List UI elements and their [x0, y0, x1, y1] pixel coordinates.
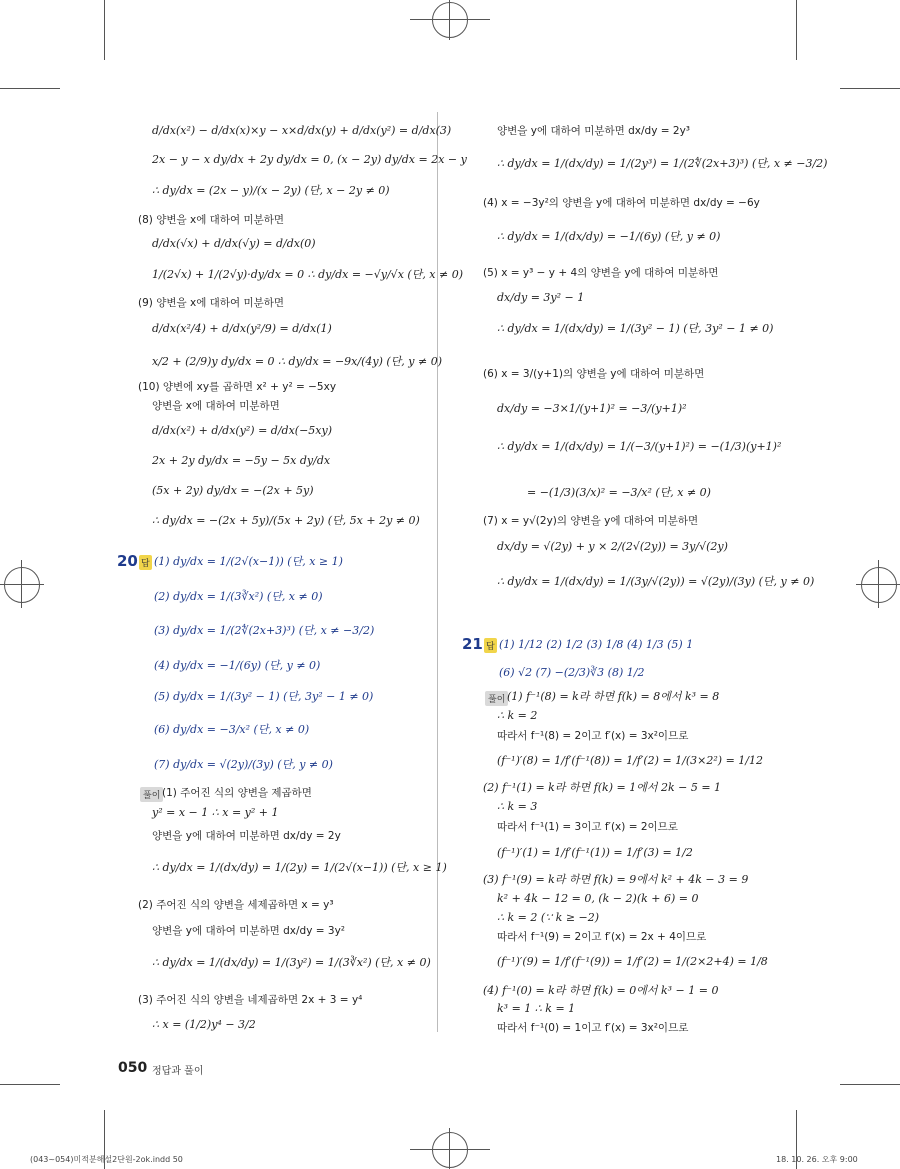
section-title: 정답과 풀이: [152, 1066, 204, 1077]
answer-badge: 답: [139, 555, 152, 570]
problem-number: 21: [462, 635, 483, 653]
step-heading: (3) 주어진 식의 양변을 네제곱하면 2x + 3 = y⁴: [138, 994, 363, 1006]
math-line: (1) f⁻¹(8) = k라 하면 f(k) = 8에서 k³ = 8: [507, 690, 720, 703]
math-line: (3) f⁻¹(9) = k라 하면 f(k) = 9에서 k² + 4k − 3 = 9: [483, 873, 749, 886]
math-line: (2) f⁻¹(1) = k라 하면 f(k) = 1에서 2k − 5 = 1: [483, 781, 722, 794]
math-line: dx/dy = 3y² − 1: [497, 291, 585, 304]
math-line: 2x − y − x dy/dx + 2y dy/dx = 0, (x − 2y) dy/dx = 2x − y: [152, 153, 467, 166]
math-line: ∴ x = (1/2)y⁴ − 3/2: [152, 1018, 256, 1031]
step-heading: (5) x = y³ − y + 4의 양변을 y에 대하여 미분하면: [483, 267, 719, 279]
math-line: (f⁻¹)′(9) = 1/f′(f⁻¹(9)) = 1/f′(2) = 1/(2×2+4) = 1/8: [497, 955, 768, 968]
registration-mark: [861, 567, 897, 603]
answer-item: (6) dy/dx = −3/x² (단, x ≠ 0): [154, 723, 310, 736]
registration-cross: [0, 584, 44, 585]
registration-cross: [21, 560, 22, 608]
text-line: 양변을 y에 대하여 미분하면 dx/dy = 2y³: [497, 125, 691, 137]
crop-mark: [0, 1084, 60, 1085]
answer-item: (3) dy/dx = 1/(2∜(2x+3)³) (단, x ≠ −3/2): [154, 624, 375, 637]
page-number: 050: [118, 1060, 148, 1076]
answer-item: (5) dy/dx = 1/(3y² − 1) (단, 3y² − 1 ≠ 0): [154, 690, 374, 703]
math-line: 1/(2√x) + 1/(2√y)·dy/dx = 0 ∴ dy/dx = −√y/√x (단, x ≠ 0): [152, 268, 464, 281]
math-line: d/dx(√x) + d/dx(√y) = d/dx(0): [152, 237, 316, 250]
crop-mark: [840, 88, 900, 89]
answer-badge: 답: [484, 638, 497, 653]
math-line: d/dx(x²) − d/dx(x)×y − x×d/dx(y) + d/dx(y²) = d/dx(3): [152, 124, 452, 137]
math-line: k³ = 1 ∴ k = 1: [497, 1002, 576, 1015]
math-line: ∴ dy/dx = 1/(dx/dy) = 1/(2y) = 1/(2√(x−1)) (단, x ≥ 1): [152, 861, 447, 874]
print-slug-date: 18. 10. 26. 오후 9:00: [776, 1155, 858, 1164]
registration-mark: [432, 1132, 468, 1168]
print-slug-file: (043~054)미적분해설2단원-2ok.indd 50: [30, 1155, 183, 1164]
crop-mark: [840, 1084, 900, 1085]
answer-item: (6) √2 (7) −(2/3)∛3 (8) 1/2: [499, 666, 645, 679]
math-line: d/dx(x²/4) + d/dx(y²/9) = d/dx(1): [152, 322, 332, 335]
step-heading: (8) 양변을 x에 대하여 미분하면: [138, 214, 285, 226]
step-heading: (1) 주어진 식의 양변을 제곱하면: [162, 787, 312, 799]
math-line: d/dx(x²) + d/dx(y²) = d/dx(−5xy): [152, 424, 333, 437]
math-line: = −(1/3)(3/x)² = −3/x² (단, x ≠ 0): [527, 486, 711, 499]
answer-item: (4) dy/dx = −1/(6y) (단, y ≠ 0): [154, 659, 321, 672]
step-heading: (7) x = y√(2y)의 양변을 y에 대하여 미분하면: [483, 515, 699, 527]
step-heading: (4) x = −3y²의 양변을 y에 대하여 미분하면 dx/dy = −6y: [483, 197, 760, 209]
solution-badge: 풀이: [140, 787, 163, 802]
text-line: 따라서 f⁻¹(8) = 2이고 f′(x) = 3x²이므로: [497, 730, 689, 742]
solution-badge: 풀이: [485, 691, 508, 706]
math-line: ∴ dy/dx = 1/(dx/dy) = −1/(6y) (단, y ≠ 0): [497, 230, 721, 243]
registration-cross: [449, 0, 450, 40]
math-line: dx/dy = −3×1/(y+1)² = −3/(y+1)²: [497, 402, 687, 415]
registration-cross: [410, 1149, 490, 1150]
registration-mark: [432, 2, 468, 38]
text-line: 양변을 x에 대하여 미분하면: [152, 400, 280, 412]
math-line: ∴ dy/dx = (2x − y)/(x − 2y) (단, x − 2y ≠ 0): [152, 184, 390, 197]
crop-mark: [796, 0, 797, 60]
math-line: dx/dy = √(2y) + y × 2/(2√(2y)) = 3y/√(2y): [497, 540, 728, 553]
step-heading: (10) 양변에 xy를 곱하면 x² + y² = −5xy: [138, 381, 337, 393]
crop-mark: [104, 0, 105, 60]
text-line: 양변을 y에 대하여 미분하면 dx/dy = 3y²: [152, 925, 346, 937]
crop-mark: [0, 88, 60, 89]
math-line: ∴ dy/dx = 1/(dx/dy) = 1/(3y²) = 1/(3∛x²) (단, x ≠ 0): [152, 956, 431, 969]
math-line: (5x + 2y) dy/dx = −(2x + 5y): [152, 484, 314, 497]
math-line: ∴ dy/dx = 1/(dx/dy) = 1/(3y² − 1) (단, 3y² − 1 ≠ 0): [497, 322, 774, 335]
step-heading: (9) 양변을 x에 대하여 미분하면: [138, 297, 285, 309]
problem-number: 20: [117, 552, 138, 570]
math-line: ∴ k = 3: [497, 800, 538, 813]
math-line: ∴ k = 2: [497, 709, 538, 722]
answer-item: (1) 1/12 (2) 1/2 (3) 1/8 (4) 1/3 (5) 1: [499, 638, 694, 651]
registration-mark: [4, 567, 40, 603]
answer-item: (2) dy/dx = 1/(3∛x²) (단, x ≠ 0): [154, 590, 323, 603]
registration-cross: [449, 1128, 450, 1169]
math-line: ∴ dy/dx = −(2x + 5y)/(5x + 2y) (단, 5x + 2y ≠ 0): [152, 514, 420, 527]
math-line: y² = x − 1 ∴ x = y² + 1: [152, 806, 279, 819]
step-heading: (2) 주어진 식의 양변을 세제곱하면 x = y³: [138, 899, 334, 911]
registration-cross: [410, 19, 490, 20]
math-line: ∴ k = 2 (∵ k ≥ −2): [497, 911, 600, 924]
math-line: (f⁻¹)′(8) = 1/f′(f⁻¹(8)) = 1/f′(2) = 1/(3×2²) = 1/12: [497, 754, 763, 767]
math-line: ∴ dy/dx = 1/(dx/dy) = 1/(2y³) = 1/(2∜(2x+3)³) (단, x ≠ −3/2): [497, 157, 828, 170]
text-line: 따라서 f⁻¹(1) = 3이고 f′(x) = 2이므로: [497, 821, 678, 833]
math-line: 2x + 2y dy/dx = −5y − 5x dy/dx: [152, 454, 331, 467]
math-line: (4) f⁻¹(0) = k라 하면 f(k) = 0에서 k³ − 1 = 0: [483, 984, 719, 997]
text-line: 따라서 f⁻¹(9) = 2이고 f′(x) = 2x + 4이므로: [497, 931, 707, 943]
math-line: x/2 + (2/9)y dy/dx = 0 ∴ dy/dx = −9x/(4y) (단, y ≠ 0): [152, 355, 442, 368]
math-line: (f⁻¹)′(1) = 1/f′(f⁻¹(1)) = 1/f′(3) = 1/2: [497, 846, 693, 859]
step-heading: (6) x = 3/(y+1)의 양변을 y에 대하여 미분하면: [483, 368, 705, 380]
registration-cross: [878, 560, 879, 608]
text-line: 양변을 y에 대하여 미분하면 dx/dy = 2y: [152, 830, 341, 842]
math-line: k² + 4k − 12 = 0, (k − 2)(k + 6) = 0: [497, 892, 699, 905]
math-line: ∴ dy/dx = 1/(dx/dy) = 1/(−3/(y+1)²) = −(1/3)(y+1)²: [497, 440, 782, 453]
answer-item: (1) dy/dx = 1/(2√(x−1)) (단, x ≥ 1): [154, 555, 343, 568]
answer-item: (7) dy/dx = √(2y)/(3y) (단, y ≠ 0): [154, 758, 333, 771]
text-line: 따라서 f⁻¹(0) = 1이고 f′(x) = 3x²이므로: [497, 1022, 689, 1034]
column-divider: [437, 112, 438, 1032]
math-line: ∴ dy/dx = 1/(dx/dy) = 1/(3y/√(2y)) = √(2y)/(3y) (단, y ≠ 0): [497, 575, 815, 588]
